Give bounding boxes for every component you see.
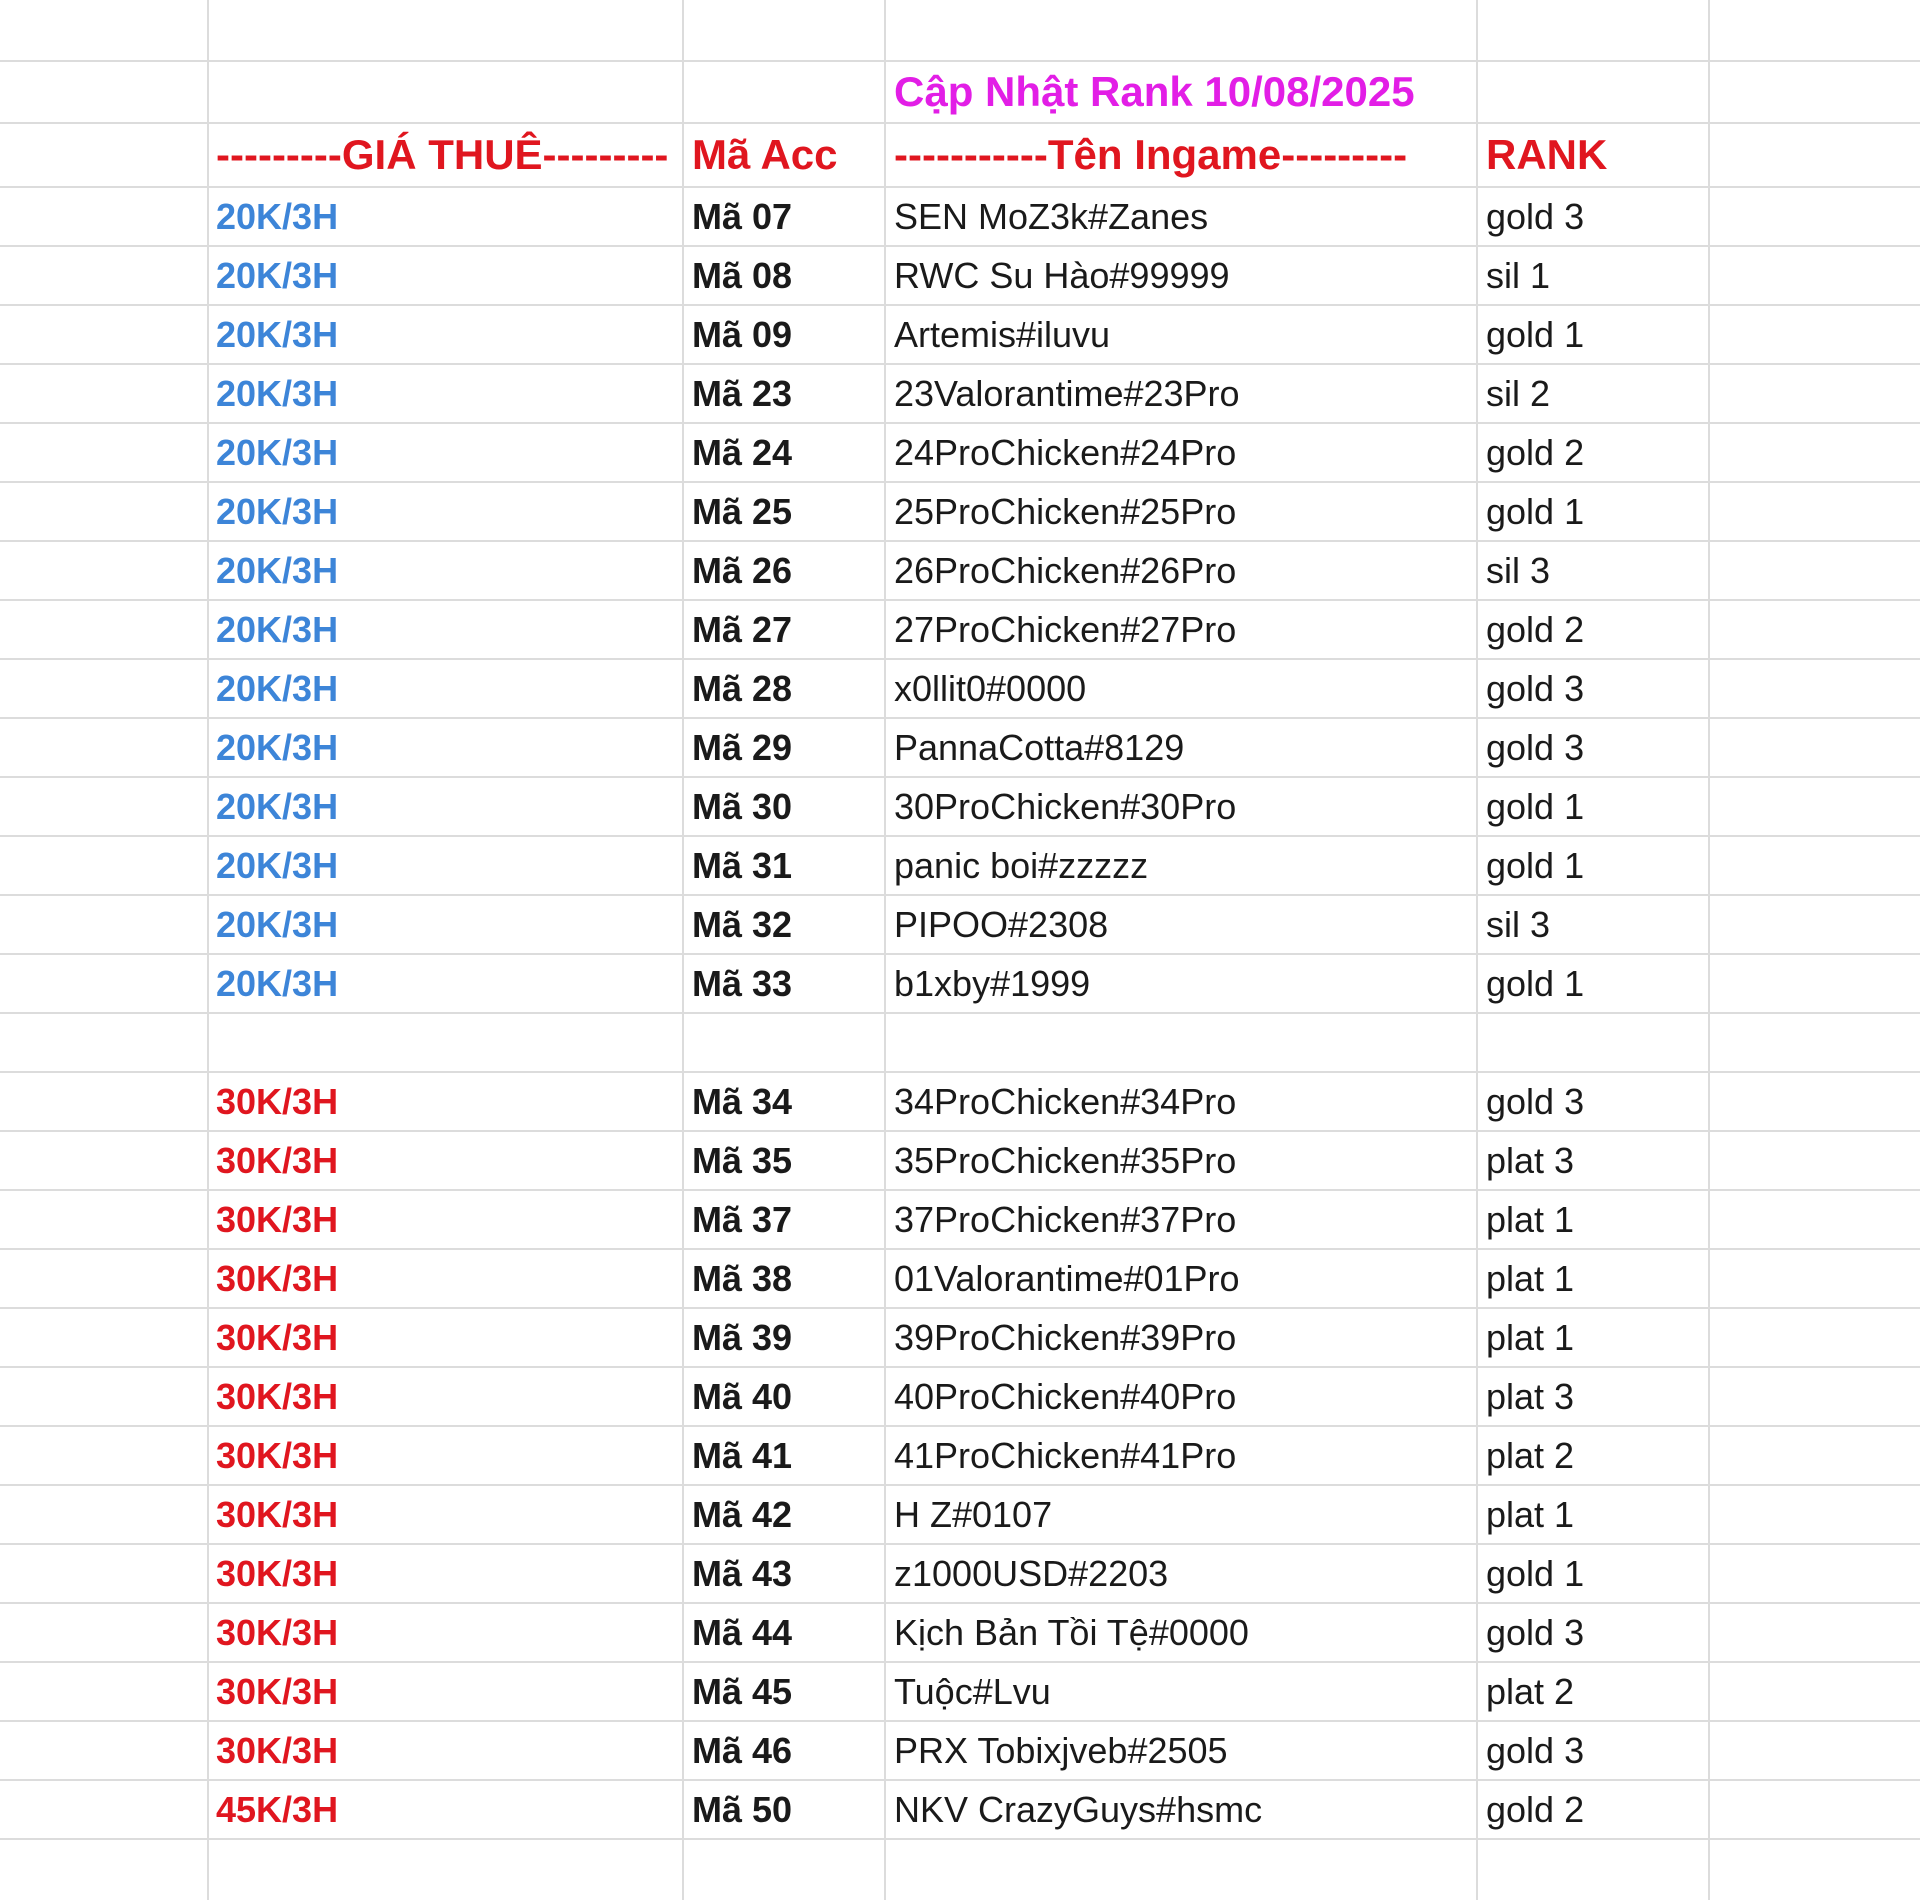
name-cell[interactable]: 23Valorantime#23Pro [894,372,1240,414]
rank-cell[interactable]: gold 2 [1486,1788,1585,1830]
name-cell[interactable]: Tuộc#Lvu [894,1670,1051,1712]
rank-cell[interactable]: sil 2 [1486,372,1551,414]
name-cell[interactable]: RWC Su Hào#99999 [894,254,1230,296]
code-cell[interactable]: Mã 29 [692,726,793,768]
price-cell[interactable]: 45K/3H [216,1788,339,1830]
table-row [0,1309,1920,1368]
table-row [0,483,1920,542]
price-cell[interactable]: 20K/3H [216,549,339,591]
name-cell[interactable]: 39ProChicken#39Pro [894,1316,1237,1358]
name-cell[interactable]: PIPOO#2308 [894,903,1109,945]
price-cell[interactable]: 30K/3H [216,1139,339,1181]
name-cell[interactable]: 01Valorantime#01Pro [894,1257,1240,1299]
code-cell[interactable]: Mã 26 [692,549,793,591]
title-row [0,62,1920,124]
rank-cell[interactable]: gold 2 [1486,431,1585,473]
table-row [0,1663,1920,1722]
rank-cell[interactable]: gold 1 [1486,313,1585,355]
header-name[interactable]: -----------Tên Ingame--------- [894,131,1408,178]
name-cell[interactable]: 26ProChicken#26Pro [894,549,1237,591]
table-row [0,601,1920,660]
rank-cell[interactable]: gold 3 [1486,1729,1585,1771]
header-code[interactable]: Mã Acc [692,131,838,178]
table-row [0,1427,1920,1486]
rank-cell[interactable]: gold 3 [1486,195,1585,237]
price-cell[interactable]: 30K/3H [216,1257,339,1299]
table-row [0,1191,1920,1250]
price-cell[interactable]: 30K/3H [216,1080,339,1122]
table-row [0,778,1920,837]
rank-cell[interactable]: gold 3 [1486,1080,1585,1122]
price-cell[interactable]: 30K/3H [216,1198,339,1240]
name-cell[interactable]: NKV CrazyGuys#hsmc [894,1788,1263,1830]
table-row [0,247,1920,306]
code-cell[interactable]: Mã 23 [692,372,793,414]
code-cell[interactable]: Mã 41 [692,1434,793,1476]
rank-cell[interactable]: gold 1 [1486,490,1585,532]
name-cell[interactable]: 35ProChicken#35Pro [894,1139,1237,1181]
code-cell[interactable]: Mã 38 [692,1257,793,1299]
name-cell[interactable]: 41ProChicken#41Pro [894,1434,1237,1476]
price-cell[interactable]: 30K/3H [216,1493,339,1535]
table-row [0,424,1920,483]
price-cell[interactable]: 20K/3H [216,608,339,650]
table-row [0,1368,1920,1427]
code-cell[interactable]: Mã 25 [692,490,793,532]
rank-cell[interactable]: plat 3 [1486,1139,1575,1181]
name-cell[interactable]: Kịch Bản Tồi Tệ#0000 [894,1611,1249,1653]
name-cell[interactable]: 40ProChicken#40Pro [894,1375,1237,1417]
price-cell[interactable]: 30K/3H [216,1552,339,1594]
price-cell[interactable]: 20K/3H [216,962,339,1004]
table-row [0,1132,1920,1191]
rank-cell[interactable]: gold 1 [1486,785,1585,827]
code-cell[interactable]: Mã 30 [692,785,793,827]
price-cell[interactable]: 20K/3H [216,431,339,473]
name-cell[interactable]: PannaCotta#8129 [894,726,1185,768]
name-cell[interactable]: 25ProChicken#25Pro [894,490,1237,532]
table-row [0,896,1920,955]
table-row [0,1545,1920,1604]
name-cell[interactable]: SEN MoZ3k#Zanes [894,195,1209,237]
rank-cell[interactable]: sil 1 [1486,254,1551,296]
name-cell[interactable]: 24ProChicken#24Pro [894,431,1237,473]
table-row [0,1486,1920,1545]
code-cell[interactable]: Mã 33 [692,962,793,1004]
rank-cell[interactable]: gold 3 [1486,1611,1585,1653]
rank-cell[interactable]: sil 3 [1486,903,1551,945]
code-cell[interactable]: Mã 08 [692,254,793,296]
table-row [0,837,1920,896]
price-cell[interactable]: 20K/3H [216,490,339,532]
rank-cell[interactable]: plat 2 [1486,1670,1575,1712]
price-cell[interactable]: 20K/3H [216,726,339,768]
code-cell[interactable]: Mã 44 [692,1611,793,1653]
code-cell[interactable]: Mã 35 [692,1139,793,1181]
price-cell[interactable]: 30K/3H [216,1729,339,1771]
rank-cell[interactable]: gold 1 [1486,844,1585,886]
price-cell[interactable]: 20K/3H [216,667,339,709]
code-cell[interactable]: Mã 28 [692,667,793,709]
name-cell[interactable]: 27ProChicken#27Pro [894,608,1237,650]
code-cell[interactable]: Mã 32 [692,903,793,945]
empty-row [0,1840,1920,1900]
rank-cell[interactable]: gold 3 [1486,726,1585,768]
code-cell[interactable]: Mã 31 [692,844,793,886]
name-cell[interactable]: Artemis#iluvu [894,313,1111,355]
code-cell[interactable]: Mã 40 [692,1375,793,1417]
rank-cell[interactable]: plat 1 [1486,1198,1575,1240]
code-cell[interactable]: Mã 09 [692,313,793,355]
name-cell[interactable]: 30ProChicken#30Pro [894,785,1237,827]
header-price[interactable]: ---------GIÁ THUÊ--------- [216,131,669,178]
price-cell[interactable]: 20K/3H [216,372,339,414]
code-cell[interactable]: Mã 39 [692,1316,793,1358]
rank-cell[interactable]: plat 1 [1486,1316,1575,1358]
price-cell[interactable]: 30K/3H [216,1434,339,1476]
table-row [0,955,1920,1014]
code-cell[interactable]: Mã 43 [692,1552,793,1594]
name-cell[interactable]: z1000USD#2203 [894,1552,1169,1594]
price-cell[interactable]: 20K/3H [216,903,339,945]
name-cell[interactable]: 37ProChicken#37Pro [894,1198,1237,1240]
price-cell[interactable]: 30K/3H [216,1611,339,1653]
name-cell[interactable]: PRX Tobixjveb#2505 [894,1729,1228,1771]
name-cell[interactable]: b1xby#1999 [894,962,1091,1004]
code-cell[interactable]: Mã 46 [692,1729,793,1771]
table-row [0,660,1920,719]
price-cell[interactable]: 20K/3H [216,785,339,827]
code-cell[interactable]: Mã 45 [692,1670,793,1712]
name-cell[interactable]: H Z#0107 [894,1493,1053,1535]
table-row [0,1722,1920,1781]
code-cell[interactable]: Mã 07 [692,195,793,237]
table-row [0,188,1920,247]
code-cell[interactable]: Mã 24 [692,431,793,473]
code-cell[interactable]: Mã 34 [692,1080,793,1122]
price-cell[interactable]: 30K/3H [216,1316,339,1358]
rank-cell[interactable]: plat 1 [1486,1493,1575,1535]
price-cell[interactable]: 20K/3H [216,254,339,296]
rank-cell[interactable]: gold 1 [1486,962,1585,1004]
table-row [0,365,1920,424]
table-row [0,1604,1920,1663]
rank-cell[interactable]: plat 3 [1486,1375,1575,1417]
table-row [0,1250,1920,1309]
code-cell[interactable]: Mã 27 [692,608,793,650]
rank-cell[interactable]: gold 2 [1486,608,1585,650]
rank-cell[interactable]: gold 3 [1486,667,1585,709]
price-cell[interactable]: 30K/3H [216,1670,339,1712]
rank-cell[interactable]: plat 2 [1486,1434,1575,1476]
code-cell[interactable]: Mã 50 [692,1788,793,1830]
header-row [0,124,1920,188]
table-row [0,1781,1920,1840]
table-row [0,542,1920,601]
rank-cell[interactable]: gold 1 [1486,1552,1585,1594]
price-cell[interactable]: 20K/3H [216,195,339,237]
name-cell[interactable]: panic boi#zzzzz [894,844,1149,886]
header-rank[interactable]: RANK [1486,131,1608,178]
rank-cell[interactable]: plat 1 [1486,1257,1575,1299]
table-row [0,306,1920,365]
price-cell[interactable]: 20K/3H [216,313,339,355]
table-row [0,719,1920,778]
name-cell[interactable]: x0llit0#0000 [894,667,1087,709]
code-cell[interactable]: Mã 42 [692,1493,793,1535]
rank-cell[interactable]: sil 3 [1486,549,1551,591]
empty-row [0,0,1920,62]
price-cell[interactable]: 30K/3H [216,1375,339,1417]
code-cell[interactable]: Mã 37 [692,1198,793,1240]
table-row [0,1073,1920,1132]
sheet-title[interactable]: Cập Nhật Rank 10/08/2025 [894,68,1415,115]
empty-row [0,1014,1920,1073]
price-cell[interactable]: 20K/3H [216,844,339,886]
name-cell[interactable]: 34ProChicken#34Pro [894,1080,1237,1122]
